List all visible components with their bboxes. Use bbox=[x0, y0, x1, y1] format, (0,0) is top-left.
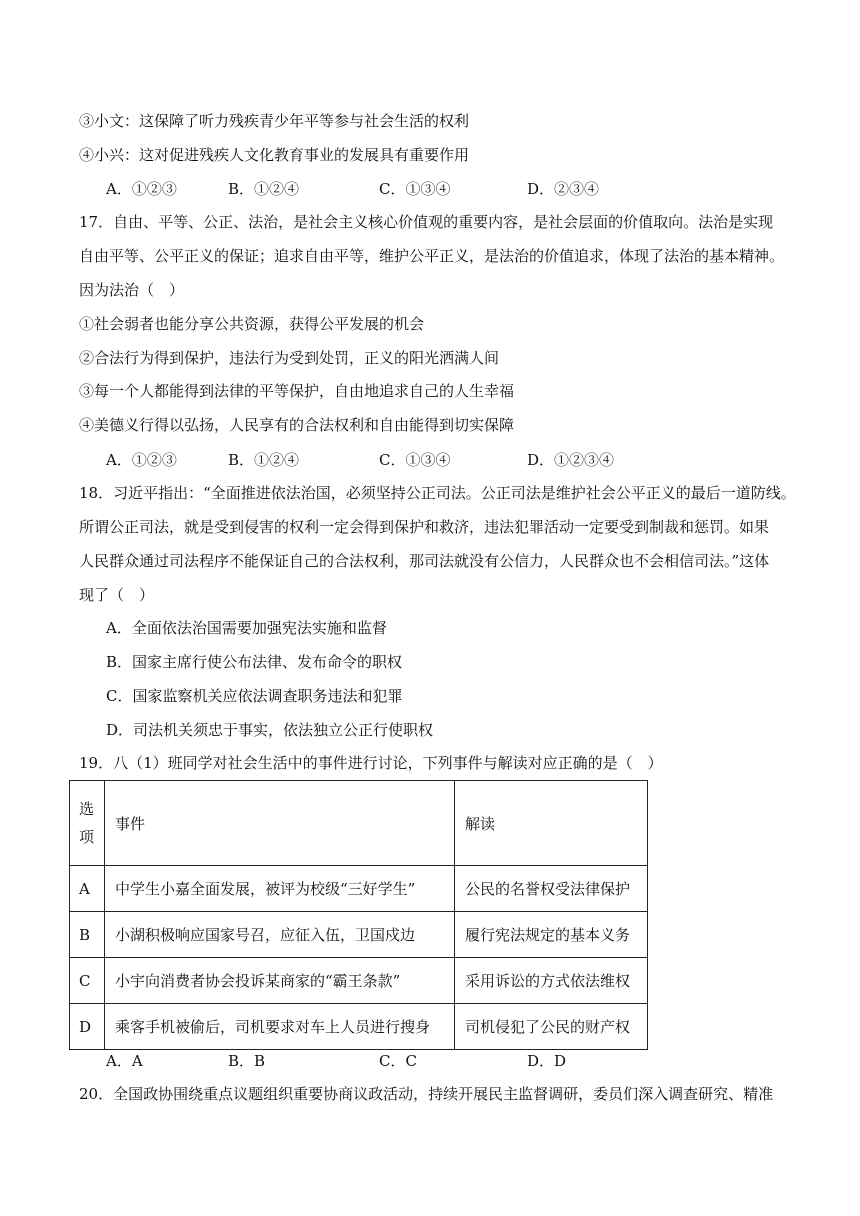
q16-option-a: A．①②③ bbox=[106, 180, 177, 198]
q20-stem: 20．全国政协围绕重点议题组织重要协商议政活动，持续开展民主监督调研，委员们深入调查研究、精准 bbox=[79, 1085, 774, 1103]
q18-option-d: D．司法机关须忠于事实，依法独立公正行使职权 bbox=[106, 721, 434, 739]
q16-option-d: D．②③④ bbox=[527, 180, 600, 198]
header-option bbox=[70, 781, 105, 866]
row-reading: 采用诉讼的方式依法维权 bbox=[455, 958, 648, 1004]
q17-item-4: ④美德义行得以弘扬，人民享有的合法权利和自由能得到切实保障 bbox=[79, 416, 515, 434]
q18-stem-line-2: 所谓公正司法，就是受到侵害的权利一定会得到保护和救济，违法犯罪活动一定要受到制裁和惩罚。如果 bbox=[79, 518, 770, 536]
q16-option-b: B．①②④ bbox=[228, 180, 300, 198]
header-reading: 解读 bbox=[455, 781, 648, 866]
q17-option-b: B．①②④ bbox=[228, 451, 300, 469]
q17-stem-line-3: 因为法治（ ） bbox=[79, 281, 185, 299]
q18-stem-line-1: 18．习近平指出：“全面推进依法治国，必须坚持公正司法。公正司法是维护社会公平正义的最后一道防线。 bbox=[79, 484, 796, 502]
q18-option-c: C．国家监察机关应依法调查职务违法和犯罪 bbox=[106, 687, 403, 705]
q16-item-4: ④小兴：这对促进残疾人文化教育事业的发展具有重要作用 bbox=[79, 146, 470, 164]
q17-option-d: D．①②③④ bbox=[527, 451, 615, 469]
q17-item-3: ③每一个人都能得到法律的平等保护，自由地追求自己的人生幸福 bbox=[79, 382, 515, 400]
q17-item-1: ①社会弱者也能分享公共资源，获得公平发展的机会 bbox=[79, 315, 425, 333]
row-option: D bbox=[70, 1004, 105, 1050]
row-option: A bbox=[70, 866, 105, 912]
table-row bbox=[70, 866, 648, 912]
q18-stem-line-3: 人民群众通过司法程序不能保证自己的合法权利，那司法就没有公信力，人民群众也不会相信司法。”这体 bbox=[79, 552, 770, 570]
row-option: C bbox=[70, 958, 105, 1004]
row-event: 小宇向消费者协会投诉某商家的“霸王条款” bbox=[105, 958, 455, 1004]
row-event: 乘客手机被偷后，司机要求对车上人员进行搜身 bbox=[105, 1004, 455, 1050]
table-header-row bbox=[70, 781, 648, 866]
header-event: 事件 bbox=[105, 781, 455, 866]
q19-table bbox=[69, 780, 648, 1050]
table-row bbox=[70, 912, 648, 958]
header-option-char-1: 选 bbox=[79, 800, 95, 818]
row-event: 小湖积极响应国家号召，应征入伍，卫国戍边 bbox=[105, 912, 455, 958]
header-option-char-2: 项 bbox=[79, 828, 95, 846]
q18-option-a: A．全面依法治国需要加强宪法实施和监督 bbox=[106, 619, 387, 637]
q17-option-a: A．①②③ bbox=[106, 451, 177, 469]
q17-item-2: ②合法行为得到保护，违法行为受到处罚，正义的阳光洒满人间 bbox=[79, 349, 500, 367]
row-reading: 司机侵犯了公民的财产权 bbox=[455, 1004, 648, 1050]
q19-stem: 19．八（1）班同学对社会生活中的事件进行讨论，下列事件与解读对应正确的是（ ） bbox=[79, 754, 663, 772]
table-row bbox=[70, 958, 648, 1004]
q18-stem-line-4: 现了（ ） bbox=[79, 586, 155, 604]
q17-option-c: C．①③④ bbox=[379, 451, 451, 469]
q16-option-c: C．①③④ bbox=[379, 180, 451, 198]
q17-stem-line-2: 自由平等、公平正义的保证；追求自由平等，维护公平正义，是法治的价值追求，体现了法治的基本精神。 bbox=[79, 247, 785, 265]
row-event: 中学生小嘉全面发展，被评为校级“三好学生” bbox=[105, 866, 455, 912]
row-option: B bbox=[70, 912, 105, 958]
table-row bbox=[70, 1004, 648, 1050]
q18-option-b: B．国家主席行使公布法律、发布命令的职权 bbox=[106, 653, 403, 671]
q19-option-c: C．C bbox=[379, 1052, 417, 1070]
q17-stem-line-1: 17．自由、平等、公正、法治，是社会主义核心价值观的重要内容，是社会层面的价值取向。法治是实现 bbox=[79, 213, 774, 231]
q19-option-a: A．A bbox=[106, 1052, 143, 1070]
row-reading: 公民的名誉权受法律保护 bbox=[455, 866, 648, 912]
row-reading: 履行宪法规定的基本义务 bbox=[455, 912, 648, 958]
q19-option-b: B．B bbox=[228, 1052, 266, 1070]
q16-item-3: ③小文：这保障了听力残疾青少年平等参与社会生活的权利 bbox=[79, 112, 470, 130]
q19-option-d: D．D bbox=[527, 1052, 567, 1070]
